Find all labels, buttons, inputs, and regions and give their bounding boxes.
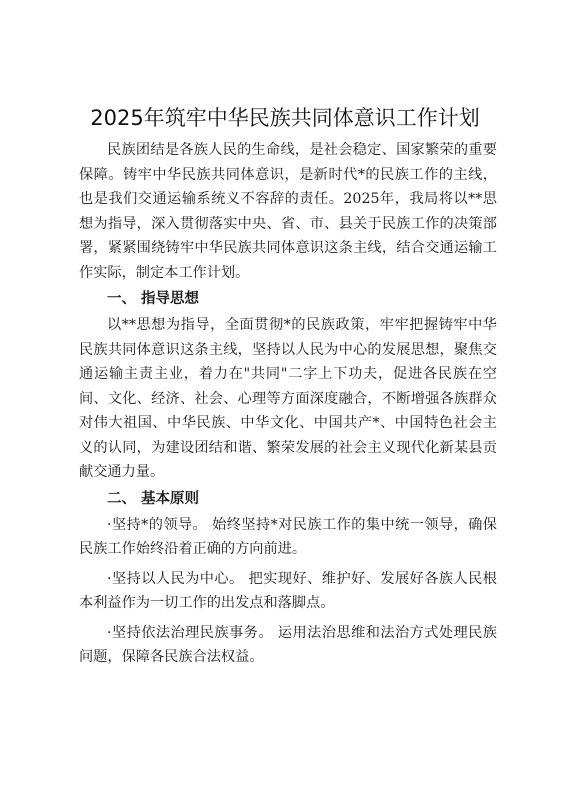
principle-item: ·坚持依法治理民族事务。 运用法治思维和法治方式处理民族问题，保障各民族合法权益。: [79, 624, 497, 665]
principle-item: ·坚持*的领导。 始终坚持*对民族工作的集中统一领导，确保民族工作始终沿着正确的方向前进。: [79, 516, 497, 557]
document-body: [79, 138, 497, 670]
intro-paragraph: 民族团结是各族人民的生命线，是社会稳定、国家繁荣的重要保障。铸牢中华民族共同体意识，是新时代*的民族工作的主线，也是我们交通运输系统义不容辞的责任。2025年，我局将以**思想为指导，深入贯彻落实中央、省、市、县关于民族工作的决策部署，紧紧围绕铸牢中华民族共同体意识这条主线，结合交通运输工作实际，制定本工作计划。: [79, 142, 497, 281]
document-title: 2025年筑牢中华民族共同体意识工作计划: [90, 106, 480, 130]
guiding-ideology-paragraph: 以**思想为指导，全面贯彻*的民族政策，牢牢把握铸牢中华民族共同体意识这条主线，坚持以人民为中心的发展思想，聚焦交通运输主责主业，着力在"共同"二字上下功夫，促进各民族在空间、文化、经济、社会、心理等方面深度融合，不断增强各族群众对伟大祖国、中华民族、中华文化、中国共产*、中国特色社会主义的认同，为建设团结和谐、繁荣发展的社会主义现代化新某县贡献交通力量。: [79, 317, 497, 480]
section-heading-guiding-ideology: 一、 指导思想: [107, 291, 200, 307]
section-heading-basic-principles: 二、 基本原则: [107, 490, 200, 507]
principle-item: ·坚持以人民为中心。 把实现好、维护好、发展好各族人民根本利益作为一切工作的出发点和落脚点。: [79, 570, 497, 611]
